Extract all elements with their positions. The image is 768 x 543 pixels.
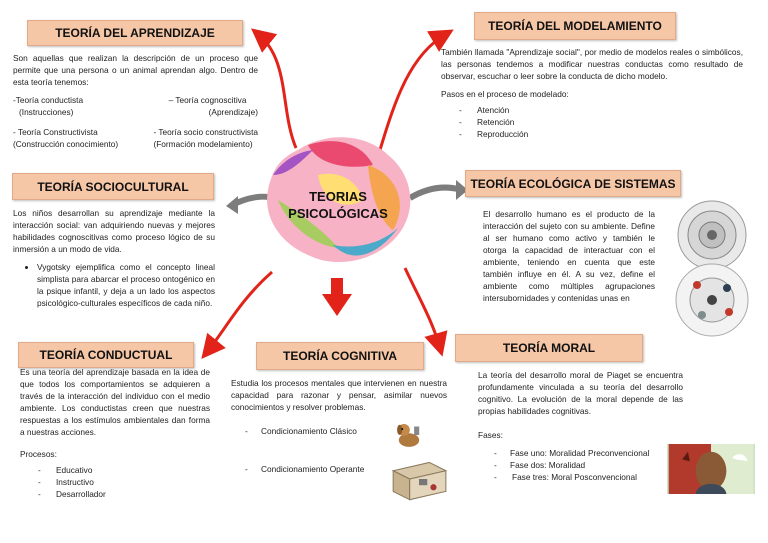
list-item: - Atención	[457, 104, 743, 116]
center-title-line2: PSICOLÓGICAS	[288, 206, 388, 221]
modelamiento-body	[441, 46, 743, 140]
list-item: - Educativo	[36, 464, 210, 476]
aprendizaje-row-1	[13, 94, 258, 118]
sociocultural-intro: Los niños desarrollan su aprendizaje mediante la interacción social: van adquiriendo nuevas y mejores habilidades cognoscitivas como proceso lógico de su inmersión a un modo de vida.	[13, 208, 215, 254]
modelamiento-intro: También llamada "Aprendizaje social", por medio de modelos reales o simbólicos, las personas tendemos a modificar nuestras conductas como resultado de observar, escuchar o leer sobre la conducta de dicho modelo.	[441, 47, 743, 81]
conductual-processes-list	[36, 464, 210, 500]
conductual-title: TEORÍA CONDUCTUAL	[18, 342, 194, 368]
teoria-conductista-sub: (Instrucciones)	[19, 107, 74, 117]
modelamiento-steps-label: Pasos en el proceso de modelado:	[441, 89, 569, 99]
list-item: • Vygotsky ejemplifica como el concepto lineal simplista para abarcar el proceso ontogénico en la psique infantil, y deja a un lado los aspectos psicológico-culturales específicos de cada niño.	[37, 261, 215, 309]
list-item: - Fase tres: Moral Posconvencional	[492, 471, 683, 483]
moral-text: La teoría del desarrollo moral de Piaget se encuentra profundamente vinculada a su teoría del desarrollo cognitivo. La evolución de la moral depende de las propias habilidades cognitivas.	[478, 370, 683, 416]
arrow-to-cognitiva	[322, 278, 352, 316]
ecological-systems-image	[667, 200, 757, 340]
sociocultural-body	[13, 207, 215, 309]
list-item: - Instructivo	[36, 476, 210, 488]
aprendizaje-title: TEORÍA DEL APRENDIZAJE	[27, 20, 243, 46]
list-item: - Retención	[457, 116, 743, 128]
teoria-cognoscitiva-label: – Teoría cognoscitiva	[168, 95, 247, 105]
teoria-conductista-label: -Teoría conductista	[13, 95, 84, 105]
teoria-cognoscitiva-sub: (Aprendizaje)	[208, 107, 258, 117]
list-item: - Condicionamiento Operante	[243, 463, 447, 475]
moral-title: TEORÍA MORAL	[455, 334, 643, 362]
arrow-to-moral	[405, 268, 440, 348]
center-title-line1: TEORIAS	[309, 189, 367, 204]
modelamiento-steps-list	[457, 104, 743, 140]
conductual-body	[20, 366, 210, 500]
conductual-text: Es una teoría del aprendizaje basada en la idea de que todos los comportamientos se adquieren a través de la interacción del individuo con el medio ambiente. Los conductistas creen que nuestras respuestas a los estímulos ambientales dan forma a nuestras acciones.	[20, 367, 210, 437]
operant-conditioning-box-image	[388, 456, 450, 502]
aprendizaje-body	[13, 52, 258, 150]
conductual-processes-label: Procesos:	[20, 449, 57, 459]
center-title	[276, 188, 400, 222]
list-item: - Desarrollador	[36, 488, 210, 500]
ecologica-body	[483, 208, 655, 310]
list-item: - Condicionamiento Clásico	[243, 425, 447, 437]
aprendizaje-row-2	[13, 126, 258, 150]
modelamiento-title: TEORÍA DEL MODELAMIENTO	[474, 12, 676, 40]
cognitiva-text: Estudia los procesos mentales que intervienen en nuestra capacidad para razonar y pensar, asimilar nuevos conocimientos y resolver problemas.	[231, 378, 447, 412]
teoria-socio-constructivista-label: - Teoría socio constructivista	[153, 127, 258, 137]
cognitiva-title: TEORÍA COGNITIVA	[256, 342, 424, 370]
teoria-socio-constructivista-sub: (Formación modelamiento)	[153, 139, 253, 149]
moral-phases-label: Fases:	[478, 430, 503, 440]
classical-conditioning-dog-image	[392, 418, 426, 452]
aprendizaje-intro: Son aquellas que realizan la descripción de un proceso que permite que una persona o un animal aprendan algo. Dentro de esta teoría tenemos:	[13, 53, 258, 87]
ecologica-text: El desarrollo humano es el producto de la interacción del sujeto con su ambiente. Define al ser humano como activo y también le otorga la capacidad de interactuar con el ambiente, teniendo en cuenta que este también influye en él. A su vez, define el ambiente como múltiples agrupaciones intersubornidades y contenidas unas en	[483, 209, 655, 303]
teoria-constructivista-label: - Teoría Constructivista	[13, 127, 98, 137]
ecologica-title: TEORÍA ECOLÓGICA DE SISTEMAS	[465, 170, 681, 197]
teoria-constructivista-sub: (Construcción conocimiento)	[13, 139, 119, 149]
arrow-to-conductual	[207, 272, 272, 352]
sociocultural-title: TEORÍA SOCIOCULTURAL	[12, 173, 214, 200]
sociocultural-bullets	[13, 261, 215, 309]
moral-dilemma-head-image	[667, 444, 755, 494]
list-item: - Fase uno: Moralidad Preconvencional	[492, 447, 683, 459]
moral-phases-list	[492, 447, 683, 483]
moral-body	[478, 369, 683, 483]
list-item: - Fase dos: Moralidad	[492, 459, 683, 471]
list-item: - Reproducción	[457, 128, 743, 140]
